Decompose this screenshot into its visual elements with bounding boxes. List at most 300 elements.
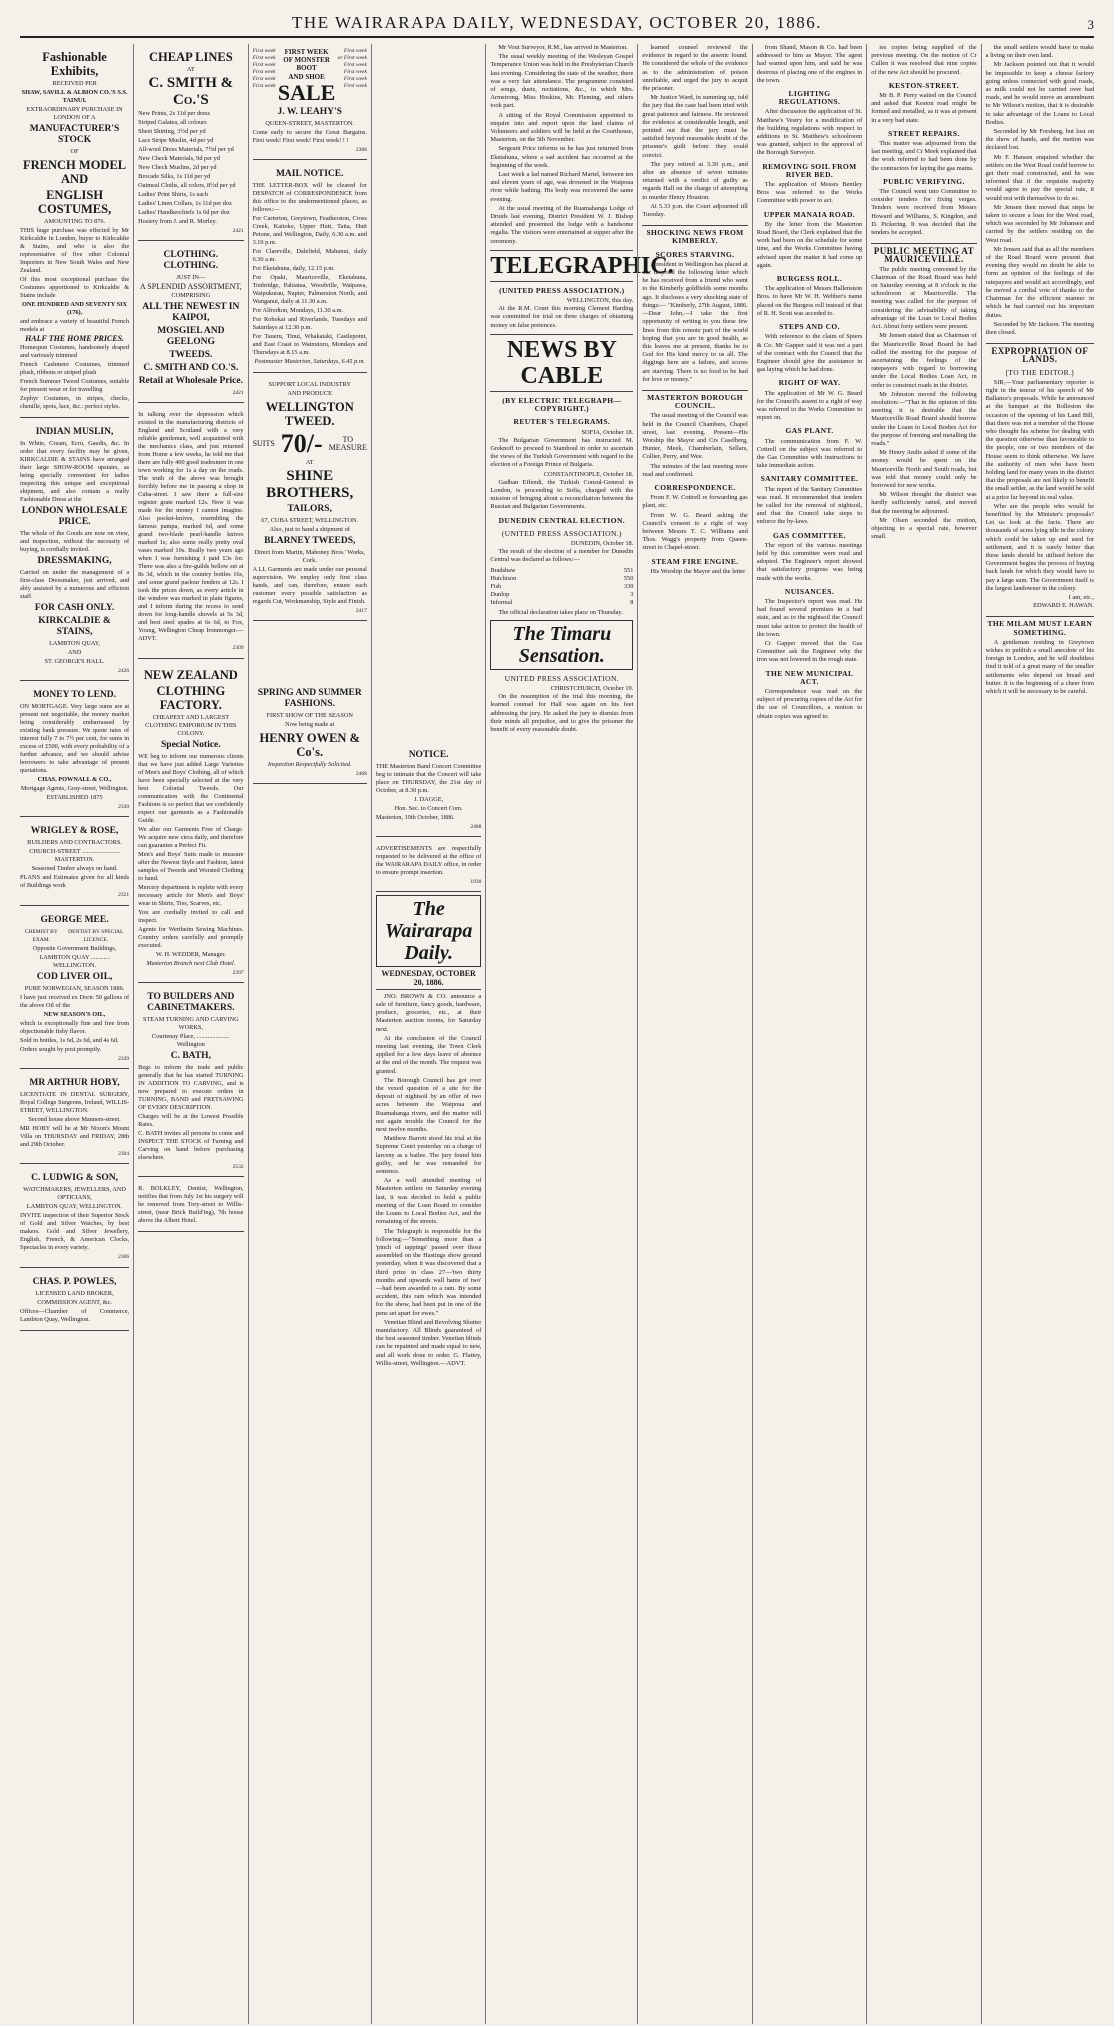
ad-text: Hosiery from J. and R. Morley. <box>138 218 217 225</box>
ad-text: Oatmeal Cloths, all colors, 8½d per yd <box>138 182 236 189</box>
ad-text: ONE HUNDRED AND SEVENTY SIX (176), <box>22 301 128 316</box>
ad-text: SALE <box>277 79 336 105</box>
subhead: PUBLIC VERIFYING. <box>883 176 965 186</box>
ad-text: Begs to inform the trade and public generally that he has started TURNING IN ADDITION TO CARVING, and is now prepared to execute orders in TURNING, BAND and FRETSAWING OF EVERY DESCRIPTION. <box>138 1063 244 1111</box>
paragraph: Mr Jensen stated that as Chairman of the Mauriceville Road Board he had called the meeting for the purpose of ascertaining the feelings of the ratepayers with regard to borrowing under the Local Bodies Loan Act, in order to construct roads in the district. <box>871 332 977 389</box>
votes: 550 <box>623 574 634 582</box>
hoby-ad <box>20 1072 129 1164</box>
ad-text: WE beg to inform our numerous clients that we have just added Large Varieties of Men's and Boys' Clothing, all of which have been specially selected at the very best Colonial Tweeds. Our communication with the Continental Fashions is so perfect that we confidently expect our garments as a Fashionable Guide. <box>138 752 244 824</box>
ad-text: Agents for Wertheim Sewing Machines. Country orders carefully and promptly executed. <box>138 925 244 949</box>
ad-text: Sold in bottles, 1s 6d, 2s 6d, and 4s 6d. <box>20 1037 119 1045</box>
ad-text: In White, Cream, Ecru, Gaudis, &c. In order that every facility may be given, KIRKCALDIE & STAINS have arranged their large SHOW-ROOM upstairs, as being specially convenient for ladies inspecting this unique and exceptional shipment, and also contain a really Fashionable Dress at the <box>20 440 130 503</box>
ad-text: Masterton Branch next Club Hotel. <box>146 959 236 967</box>
money-ad <box>20 684 129 817</box>
ad-title: TO BUILDERS AND CABINETMAKERS. <box>147 991 235 1013</box>
ad-text: First week <box>252 55 276 61</box>
dateline: DUNEDIN, October 18. <box>570 539 634 547</box>
ad-text: COMPRISING <box>171 292 211 300</box>
ad-text: Masterton, 19th October, 1886. <box>375 814 455 821</box>
paragraph: Sergeant Price informs us he has just returned from Eketahuna, where a sad accident has occurred at the beginning of the week. <box>490 145 634 169</box>
paragraph: The usual weekly meeting of the Wesleyan Gospel Temperance Union was held in the Presbyterian Church last evening. Considering the state of the weather, there was a very fair attendance. The programme consisted of songs, duets, recitations, &c., in which Mrs. Armstrong, Miss Hoskins, Mr. Fleming, and others took part. <box>490 53 634 110</box>
paragraph: A sitting of the Royal Commission appointed to enquire into and report upon the land claims of Volunteers and soldiers will be held at the Courthouse, Masterton, on the 5th November. <box>490 111 634 144</box>
ad-text: C. BATH invites all persons to come and INSPECT THE STOCK of Turning and Carving on hand before purchasing elsewhere. <box>138 1129 244 1161</box>
paragraph: A gentleman residing in Greytown wishes to publish a small anecdote of his foreign in London, and he will doubtless find it told of a great many of the smaller settlements who depend on bread and butter. It is the beginning of a cheer from which it will be necessary to be careful. <box>985 638 1095 696</box>
ad-title: SPRING AND SUMMER FASHIONS. <box>257 688 362 710</box>
ad-ref: 2532 <box>232 1163 244 1170</box>
section-sub: [TO THE EDITOR.] <box>1005 367 1075 377</box>
ad-text: Orders sought by post promptly. <box>20 1046 102 1054</box>
dateline: WELLINGTON, this day. <box>566 297 634 305</box>
ad-text: AT <box>305 459 314 467</box>
ad-text: First week <box>343 83 367 89</box>
paragraph: The jury retired at 3.30 p.m., and after an absence of seven minutes returned with a verdict of guilty as regards Hall on the charge of attempting to murder Henry Houston. <box>642 160 748 201</box>
ad-text: New Check Materials, 9d per yd <box>138 155 220 162</box>
ad-text: A SPLENDID ASSORTMENT, <box>139 282 242 292</box>
poll-row <box>490 575 633 583</box>
ad-text: For Opaki, Mauriceville, Eketahuna, Tonbridge, Pahiatua, Woodville, Waipawa, Waipukurau, Napier, Palmerston North, and Wanganui, daily at 11.30 a.m. <box>252 274 367 306</box>
paragraph: The Telegraph is responsible for the following:—"Something more than a 'pinch of tappings' passed over those assembled on the Hastings show ground yesterday, when it was discovered that a third prize in class 27—'two thirty months and upwards wall hams of two' —had been awarded to a ram. By some accident, this ram which was intended for the show, had been put in one of the pens set apart for ewes." <box>375 1227 482 1317</box>
ad-text: First week <box>252 83 276 89</box>
column-9 <box>981 44 1094 2024</box>
paragraph: The communication from F. W. Cottrell on the subject was referred to the Gas Committee with instructions to take immediate action. <box>756 437 863 470</box>
ad-text: Ladies' Linen Collars, 1s 11d per doz <box>138 200 232 207</box>
paragraph: His Worship the Mayor and the letter <box>650 567 746 575</box>
ad-text: WATCHMAKERS, JEWELLERS, AND OPTICIANS, <box>23 1186 126 1202</box>
ad-text: Second house above Manners-street. <box>28 1116 121 1124</box>
ad-text: LICENSED LAND BROKER, <box>35 1289 114 1297</box>
paragraph: Mr F. Hansen enquired whether the settlers on the West Road could borrow to get their road constructed, and he was informed that if the requisite majority would agree to pay the special rate, it would rest with themselves to do so. <box>985 153 1095 202</box>
ad-text: Postmaster Masterton, Saturdays, 6.45 p.m. <box>254 358 365 366</box>
paragraph: Mr Johnston moved the following resolution:—"That in the opinion of this meeting it is desirable that the Mauriceville Road Board should borrow under the Loans to Local Bodies Act for the purpose of forming and metalling the roads." <box>871 390 977 447</box>
ad-title: MONEY TO LEND. <box>33 690 117 701</box>
column-1 <box>20 44 133 2024</box>
ad-banner <box>253 48 367 105</box>
ad-text: LICENTIATE IN DENTAL SURGERY, Royal College Surgeons, Ireland, WILLIS-STREET, WELLINGTON. <box>20 1091 130 1115</box>
paragraph: learned counsel reviewed the evidence in regard to the arsenic found. He considered the whole of the evidence as to the administration of poison unreliable, and urged the jury to acquit the prisoner. <box>642 44 748 93</box>
votes: 339 <box>623 582 634 590</box>
ad-ref: 2417 <box>355 608 367 615</box>
powles-ad <box>20 1271 129 1331</box>
subhead: GAS COMMITTEE. <box>772 530 847 540</box>
ludwig-ad <box>20 1167 129 1267</box>
ad-text: LAMBTON QUAY ............ WELLINGTON. <box>39 954 110 970</box>
paragraph: Mr Jensen said that as all the members of the Road Board were present that evening they would no doubt be able to form an opinion of the feelings of the ratepayers and would act accordingly, and he moved a cordial vote of thanks to the Chairman for the efficient manner in which he had carried out his important duties. <box>985 245 1095 319</box>
signature: EDWARD E. HAWAN. <box>1033 602 1095 610</box>
subhead: NUISANCES. <box>784 586 835 596</box>
paragraph: Mr Wilson thought the district was hardly sufficiently ratted, and moved that the meeting be adjourned. <box>871 491 977 515</box>
ad-text: Brocade Silks, 1s 11d per yd <box>138 173 211 180</box>
ad-text: LAMBTON QUAY, <box>49 640 101 647</box>
ad-text: DENTIST BY SPECIAL LICENCE. <box>68 928 124 943</box>
ad-text: W. H. WEDDER, Manager. <box>155 950 226 958</box>
paragraph: The public meeting convened by the Chairman of the Road Board was held on Saturday evening at 8 o'clock in the schoolroom at Mauriceville. The meeting was called for the purpose of considering the advisability of taking advantage of the Loan to Local Bodies Act. About forty settlers were present. <box>871 265 977 331</box>
ad-ref: 2488 <box>470 824 482 830</box>
paragraph: A resident in Wellington has placed at our disposal the following letter which he has received from a friend who went to the Kimberly goldfields some months ago. It discloses a very shocking state of things:— "Kimberly, 27th August, 1886.—Dear John,—I take the first opportunity of writing to you these few lines from this remote part of the world hoping that you are in good health, as this leaves me at present, thanks be to God for His kind mercy to us all. The diggings here are a failure, and scores are starving. There is no food to be had for love or money." <box>642 260 748 383</box>
muslin-ad <box>20 421 129 681</box>
ad-text: which is exceptionally fine and free from objectionable fishy flavor. <box>20 1020 130 1036</box>
ad-ref: 2306 <box>118 1254 130 1261</box>
ad-text: AND SHOE <box>288 72 325 81</box>
paragraph: Correspondence was read on the subject of procuring copies of the Act for the use of Councillors, a motion to obtain copies was agreed to. <box>756 688 863 720</box>
ad-title: NOTICE. <box>408 750 449 760</box>
subhead: LIGHTING REGULATIONS. <box>778 89 841 107</box>
ad-text: STEAM TURNING AND CARVING WORKS, <box>142 1015 239 1031</box>
column-4 <box>371 44 485 2024</box>
candidate: Informal <box>490 598 513 606</box>
ad-text: All-wool Dress Materials, 7½d per yd <box>138 146 234 153</box>
section-sub: UNITED PRESS ASSOCIATION. <box>504 673 620 683</box>
ad-text: PURE NORWEGIAN, SEASON 1886. <box>24 985 125 993</box>
ad-text: Carried on under the management of a first-class Dressmaker, just arrived, and ably assisted by a numerous and efficient staff. <box>20 569 130 600</box>
ad-text: AND <box>67 649 82 656</box>
ad-title: NEW ZEALAND <box>143 667 238 682</box>
ad-text: Opposite Government Buildings, <box>32 945 117 953</box>
dateline: CHRISTCHURCH, October 19. <box>550 684 634 692</box>
ad-heading: COD LIVER OIL, <box>36 972 113 983</box>
ad-text: and embrace a variety of beautiful French models at <box>20 318 130 333</box>
ad-title: WELLINGTON TWEED. <box>265 400 354 429</box>
ad-heading: KIRKCALDIE & STAINS, <box>38 616 111 637</box>
subhead: SANITARY COMMITTEE. <box>760 474 859 484</box>
ad-text: First week <box>343 62 367 68</box>
ad-text: For Clareville, Dalefield, Mahunui, daily 6.30 a.m. <box>252 248 367 264</box>
paragraph: Mr Jackson pointed out that it would be impossible to keep a cheese factory going unless connected with good roads, as milk could not be carried over bad roads, and he would move an amendment to Mr Wilson's motion, that it is desirable to take advantage of the Loans to Local Bodies. <box>985 61 1095 126</box>
ad-title: CLOTHING. CLOTHING. <box>163 250 219 272</box>
ad-heading: TAILORS, <box>287 504 332 515</box>
ad-text: SUPPORT LOCAL INDUSTRY <box>268 381 351 389</box>
ad-title: MR ARTHUR HOBY, <box>29 1078 120 1089</box>
subhead: UPPER MANAIA ROAD. <box>763 209 856 219</box>
ad-text: or First week <box>337 55 367 61</box>
ad-text: AT <box>186 66 195 73</box>
ad-heading: FOR CASH ONLY. <box>34 603 115 613</box>
ad-text: FIRST SHOW OF THE SEASON <box>266 712 353 720</box>
paragraph: the small settlers would have to make a living on their own land. <box>985 44 1095 60</box>
ad-text: Men's and Boys' Suits made to measure after the Newest Style and Fashion, latest samples of Tweeds and Worsted Clothing to hand. <box>138 850 244 882</box>
ad-text: ADVERTISEMENTS are respectfully requested to be delivered at the office of the WAIRARAPA DAILY office, in order to ensure prompt insertion. <box>375 845 482 877</box>
ad-ref: 2330 <box>118 804 130 811</box>
ad-text: Mortgage Agents, Gray-street, Wellington. <box>20 785 129 793</box>
section-title: EXPROPRIATION OF LANDS. <box>986 343 1094 363</box>
masthead <box>20 8 1094 38</box>
column-3 <box>248 44 371 2024</box>
section-title: MASTERTON BOROUGH COUNCIL. <box>642 390 747 410</box>
ad-text: QUEEN-STREET, MASTERTON. <box>265 119 355 127</box>
ad-text: THE Masterton Band Concert Committee beg to intimate that the Concert will take place on THURSDAY, the 21st day of October, at 8.30 p.m. <box>375 763 482 794</box>
ad-text: TO MEASURE <box>328 434 367 453</box>
ad-ref: 1930 <box>470 879 482 886</box>
ad-firm: C. SMITH & Co.'S <box>148 75 234 108</box>
subhead: STEPS AND CO. <box>779 322 840 332</box>
price: 70/- <box>280 429 323 459</box>
section-title: DUNEDIN CENTRAL ELECTION. <box>498 515 626 525</box>
ad-side-right <box>338 48 367 105</box>
section-sub: (BY ELECTRIC TELEGRAPH—COPYRIGHT.) <box>502 395 622 414</box>
paragraph: from Shand, Mason & Co. had been addressed to him as Mayor. The agent had wanted upon him, and said he was desirous of placing one of the engines in the town. <box>756 44 863 84</box>
paragraph: JNO. BROWN & CO. announce a sale of furniture, fancy goods, hardware, produce, groceries, etc., at their Masterton auction rooms, for Saturday next. <box>375 992 482 1033</box>
paragraph: The Inspector's report was read. He had found several premises in a bad state, and as to the nightsoil the Council must take action to protect the health of the town. <box>756 597 863 638</box>
ad-title: Fashionable Exhibits, <box>42 50 107 78</box>
ad-text: Striped Galatea, all colours <box>138 119 207 126</box>
ad-firm: J. W. LEAHY'S <box>277 106 342 117</box>
ad-ref: 2397 <box>232 969 244 976</box>
ad-text: Come early to secure the Great Bargains. First week! First week! First week! ! ! <box>252 128 367 144</box>
mee-ad <box>20 909 129 1070</box>
ad-text: COMMISSION AGENT, &c. <box>37 1298 112 1306</box>
ad-text: CHEAPEST AND LARGEST CLOTHING EMPORIUM IN THIS COLONY. <box>145 713 237 737</box>
ad-text: Sheet Shirting, 3½d per yd <box>138 128 206 135</box>
candidate: Fish <box>490 582 502 590</box>
ad-text: For Rohokai and Riverlands, Tuesdays and Saturdays at 12.30 p.m. <box>252 316 367 332</box>
paragraph: Seconded by Mr Jackson. The meeting then closed. <box>985 320 1095 336</box>
ad-ref: 2339 <box>118 1056 130 1063</box>
ad-text: Of this most exceptional purchase the Costumes apportioned to Kirkcaldie & Stains include <box>20 276 130 299</box>
ad-text: FIRST WEEK <box>284 48 329 56</box>
paragraph: SIR,—Your parliamentary reporter is right in the tenour of his speech of Mr Ballance's proposals. While he announced at the banquet at the Rolleston the occasion of the opening of his Land Bill, that there was not a member of the House who thought his scheme for dealing with the question otherwise than favourable to the people, one or two members of the House seem to think otherwise. We have the authority of men who have been holding land for many years in the district that the proposals are not likely to benefit the small settler, as the land would be sold at a price far beyond its real value. <box>985 378 1095 501</box>
subhead: THE NEW MUNICIPAL ACT. <box>765 668 854 686</box>
paragraph: From W. G. Beard asking the Council's consent to a right of way between Messrs T. C. Williams and Thos. Wagg's property from Queen-street to Chapel-street. <box>642 511 748 552</box>
band-notice <box>376 744 481 837</box>
ad-text: First week <box>343 76 367 82</box>
paragraph: The official declaration takes place on Thursday. <box>498 608 623 616</box>
wrigley-ad <box>20 820 129 905</box>
tweed-ad <box>253 376 367 621</box>
ad-center <box>276 48 338 105</box>
ad-heading: ENGLISH COSTUMES, <box>37 188 112 216</box>
ad-title: GEORGE MEE. <box>40 914 109 925</box>
ad-text: New Prints, 2s 11d per dress <box>138 110 210 117</box>
ad-heading: LONDON WHOLESALE PRICE. <box>21 506 128 527</box>
ad-text: For Taueru, Tinui, Whakataki, Castlepoint, and East Coast to Wainuioru, Mondays and Thursdays at 8.15 a.m. <box>252 333 367 357</box>
ad-text: Direct from Martin, Mahoney Bros.' Works, Cork. <box>254 549 366 565</box>
paragraph: Mr B. P. Perry waited on the Council and asked that Keston road might be formed and metalled, as it was at present in a very bad state. <box>871 92 977 124</box>
paragraph: At the R.M. Court this morning Clement Harding was committed for trial on three charges of obtaining money on false pretences. <box>490 305 634 329</box>
paragraph: The report of the Sanitary Committee was read. It recommended that tenders be called for the removal of nightsoil, and that the Council take steps to enforce the by-laws. <box>756 485 863 526</box>
ironmonger-story <box>138 406 243 658</box>
subhead: GAS PLANT. <box>785 426 834 436</box>
ad-text: First week <box>343 69 367 75</box>
ad-sub <box>20 928 129 944</box>
paragraph: Seconded by Mr Forsberg, but lost on the show of hands, and the motion was declared lost. <box>985 128 1095 152</box>
section-title: TELEGRAPHIC. <box>490 250 633 282</box>
ad-heading: BLARNEY TWEEDS, <box>264 536 356 547</box>
ad-text: First week <box>252 76 276 82</box>
ad-text: Inspection Respectfully Solicited. <box>267 761 352 769</box>
paragraph: Matthew Barrett stood his trial at the Supreme Court yesterday on a charge of larceny as a bailee. The jury found him guilty, and he was remanded for sentence. <box>375 1135 482 1176</box>
ad-text: Hon. Sec. to Concert Com. <box>394 805 463 812</box>
ad-text: MR HOBY will be at Mr Nixon's Mount Villa on THURSDAY and FRIDAY, 28th and 29th October. <box>20 1125 130 1149</box>
ad-ref: 2426 <box>118 668 130 674</box>
fashion-ad <box>20 44 129 418</box>
ad-title: CHEAP LINES <box>148 50 233 64</box>
paragraph: At the usual meeting of the Ruamahanga Lodge of Druids last evening, District President W. J. Bishop attended and presented the lodge with a handsome regalia. The visitors were entertained at supper after the ceremony. <box>490 204 634 245</box>
ad-text: First week <box>252 62 276 68</box>
column-2 <box>133 44 247 2024</box>
ad-ref: 2468 <box>355 771 367 778</box>
page-title: THE WAIRARAPA DAILY, WEDNESDAY, OCTOBER 20, 1886. <box>292 13 822 32</box>
ad-text: You are cordially invited to call and inspect. <box>138 908 244 924</box>
ad-text: Zephyr Costumes, in stripes, checks, chenille, spots, lace, &c.: perfect styles. <box>20 395 130 410</box>
candidate: Hutchison <box>490 574 517 582</box>
poll-row <box>490 567 633 575</box>
ad-text: CHAS. POWNALL & CO., <box>37 776 112 784</box>
ad-text: Now being made at <box>285 721 335 729</box>
ad-text: For Carterton, Greytown, Featherston, Cross Creek, Kaitoke, Upper Hutt, Taita, Hutt Petone, and Wellington, Daily, 6.30 a.m. and 3.10 p.m. <box>252 215 367 247</box>
ad-heading: Retail at Wholesale Price. <box>138 376 243 387</box>
section-title: NEWS BY CABLE <box>490 334 633 392</box>
candidate: Bradshaw <box>490 566 516 574</box>
paragraph: Who are the people who would be benefitted by the Minister's proposals? Let us look at the facts. There are thousands of acres lying idle in the colony which could be taken up and used for settlement, and it is surely better that these lands should be utilised before the Government begins the process of buying back lands for which they would have to pay a large sum. The Government itself is the largest landowner in the colony. <box>985 502 1095 592</box>
paragraph: The Council went into Committee to consider tenders for fixing verges. Tenders were received from Messrs Howard and Williams, S. Kingdon, and D. Pickering. It was decided that the tenders be accepted. <box>871 188 977 237</box>
ad-text: French Cashmere Costumes, trimmed plush, ribbons or striped plush <box>20 361 130 376</box>
paragraph: The report of the various meetings held by this committee were read and adopted. The Engineer's report showed that satisfactory progress was being made with the works. <box>756 541 863 582</box>
section-title: PUBLIC MEETING AT MAURICEVILLE. <box>871 243 976 263</box>
paragraph: The Bulgarian Government has instructed M. Greknoff to proceed to Stamboul in order to ascertain the views of the Turkish Government with regard to the election of a Foreign Prince of Bulgaria. <box>490 436 634 469</box>
paragraph: The minutes of the last meeting were read and confirmed. <box>642 462 748 478</box>
paragraph: The Borough Council has got over the vexed question of a site for the deposit of nightsoil by an offer of two acres between the Waipoua and Ruamahanga rivers, and the matter will not again trouble the Council for the next twelve months. <box>375 1076 482 1134</box>
ad-text: CHEMIST BY EXAM. <box>24 928 58 943</box>
ad-text: OF <box>70 148 79 155</box>
price-row <box>253 430 367 458</box>
ad-ref: 2421 <box>232 390 244 397</box>
paragraph: At 5.33 p.m. the Court adjourned till Tuesday. <box>642 202 748 219</box>
ad-text: Also, just to hand a shipment of <box>269 526 350 534</box>
ad-heading: MANUFACTURER'S STOCK <box>29 124 120 145</box>
columns <box>20 44 1094 2024</box>
ad-text: JUST IN— <box>176 274 206 282</box>
poll-table <box>490 567 633 607</box>
paragraph: By the letter from the Masterton Road Board, the Clerk explained that the work had been on the schedule for some time, and the Works Committee having advised upon the matter it had come up again. <box>756 220 863 269</box>
ad-title: CHAS. P. POWLES, <box>32 1276 117 1287</box>
paragraph: Mr Olsen seconded the motion, objecting to a special rate, however small. <box>871 516 977 541</box>
ad-firm: C. BATH, <box>170 1050 211 1061</box>
votes: 3 <box>630 590 634 598</box>
paragraph: On the resumption of the trial this morning, the learned counsel for Hall was again on his feet addressing the jury. He asked the jury to dismiss from their minds all prejudice, and to give the prisoner the benefit of every reasonable doubt. <box>490 693 634 733</box>
section-title: The Timaru Sensation. <box>490 620 633 670</box>
ad-heading: MOSGIEL AND GEELONG <box>157 326 225 348</box>
ad-title: CLOTHING FACTORY. <box>156 683 226 712</box>
ad-text: We alter our Garments Free of Charge. We acquire new circa daily, and therefore can guarantee a Perfect Fit. <box>138 825 244 849</box>
paragraph: With reference to the claim of Spiers & Co. Mr Gapper said it was not a part of the contract with the Council that the Engineer should give the assistance in gas laying which he had done. <box>756 333 863 374</box>
ad-text: The whole of the Goods are now on view, and inspection, without the necessity of buying, is cordially invited. <box>20 530 130 553</box>
votes: 551 <box>623 566 634 574</box>
paragraph: At the conclusion of the Council meeting last evening, the Town Clerk applied for a few days leave of absence at the end of the month. The request was granted. <box>375 1034 482 1075</box>
ad-text: French Summer Tweed Costumes, suitable for present wear or for travelling <box>20 378 130 393</box>
ad-text: Homespun Costumes, handsomely draped and variously trimmed <box>20 344 130 359</box>
signoff: I am, etc., <box>1068 594 1095 601</box>
ad-text: I have just received ex Doric 50 gallons of the above Oil of the <box>20 994 130 1010</box>
column-5 <box>485 44 674 2024</box>
subhead: STREET REPAIRS. <box>888 128 960 138</box>
ad-title: C. LUDWIG & SON, <box>31 1173 118 1184</box>
ad-ref: 2304 <box>118 1151 130 1158</box>
ad-text: LAMBTON QUAY, WELLINGTON. <box>26 1203 123 1211</box>
section-sub: (UNITED PRESS ASSOCIATION.) <box>501 528 622 538</box>
ad-text: THE LETTER-BOX will be cleared for DESPATCH of CORRESPONDENCE from this office to the undermentioned places, as follows:— <box>252 182 367 214</box>
clothing-factory-ad <box>138 662 243 983</box>
ad-text: Ladies' Handkerchiefs 1s 6d per doz <box>138 209 230 216</box>
ad-text: First week <box>343 48 367 54</box>
ad-title: WRIGLEY & ROSE, <box>30 826 119 837</box>
subhead: REMOVING SOIL FROM RIVER BED. <box>762 161 857 179</box>
candidate: Dunlop <box>490 590 510 598</box>
clothing-ad <box>138 244 243 403</box>
ad-firm: HENRY OWEN & Co's. <box>259 731 360 760</box>
ad-text: A LL Garments are made under our personal supervision. We employ only first class hands, and can, therefore, ensure each customer every possible satisfaction as regards Cut, Workmanship, Style and Finish. <box>252 566 367 606</box>
ad-ref: 2321 <box>118 892 130 899</box>
cheap-lines-ad <box>138 44 243 241</box>
dentist-ad <box>138 1180 243 1232</box>
ad-text: In talking over the depression which existed in the manufacturing districts of England and Scotland with a very reliable gentleman, well acquainted with the mechanics class, and just returned from Home a few weeks, he told me that there are fully 400 good tradesmen in one town working for 1s a day on the roads. The truth of the above was brought forcibly before me in passing a shop in Cuba-street. I saw there a full-size register grate marked 12s. Now it was made for the money I cannot imagine. Also pocket-knives, resembling the famous pampa, marked 6d, and some grand two-blade pearl-handle knives marked 1s; also some really pretty oval vases marked 10s. Really two years ago when I was furnishing I paid £3s for. There was also a fire-guilds bellow set at 8s 3d, which in the country bottles 16s, and some grand parlour fenders at 12s. I took the prices down, as every article in the window was marked in plain figures, and I inform during the recess to send down for long-handle shovels at 5s 3d, and best steel spades at 6s 6d, to Fox, Young, Wellington Cheap Ironmonger.—ADVT. <box>138 411 244 643</box>
ad-text: Lace Stripe Muslin, 4d per yd <box>138 137 214 144</box>
ad-text: Courtenay Place, ..................... Wellington <box>152 1032 230 1048</box>
ad-text: EXTRAORDINARY PURCHASE IN LONDON OF A <box>26 106 123 121</box>
ad-text: INVITE inspection of their Superior Stock of Gold and Silver Watches, by best makers. Gold and Silver Jewellery, English, French, & American Clocks, Spectacles in every variety. <box>20 1212 130 1252</box>
ad-heading: DRESSMAKING, <box>37 556 112 566</box>
ad-text: OF MONSTER BOOT <box>283 56 330 73</box>
subhead: KESTON-STREET. <box>888 80 959 90</box>
paragraph: This matter was adjourned from the last meeting, and Cr Meek explained that the work referred to had been done by the contractors for laying the gas mains. <box>871 140 977 172</box>
ad-text: THIS huge purchase was effected by Mr Kirkcaldie in London, buyer to Kirkcaldie & Stains, and who is also the representative of five other Colonial Importers in New South Wales and New Zealand. <box>20 227 130 274</box>
paragraph: Last week a lad named Richard Martel, between ten and eleven years of age, was drowned in the Waipoua river while bathing. His body was recovered the same evening. <box>490 171 634 203</box>
paper-title: The Wairarapa Daily. <box>376 895 481 967</box>
paper-date: WEDNESDAY, OCTOBER 20, 1886. <box>376 970 481 989</box>
ad-text: R. BOLKLEY, Dentist, Wellington, notifies that from July 1st his surgery will be removed from Tory-street to Willis-street, (near Brick Build'ing), 7th house above the Albert Hotel. <box>138 1185 244 1225</box>
ad-title: INDIAN MUSLIN, <box>35 427 114 437</box>
ad-text: RECEIVED PER <box>52 80 97 87</box>
page-number: 3 <box>1087 17 1094 32</box>
ad-text: First week <box>252 69 276 75</box>
ad-text: New Check Muslins, 2d per yd <box>138 164 217 171</box>
dateline: CONSTANTINOPLE, October 18. <box>543 470 634 478</box>
paragraph: The usual meeting of the Council was held in the Council Chambers, Chapel street, last evening. Present—His Worship the Mayor and Crs Caselberg, Hunter, Meek, Chamberlain, Sellars, Collier, Perry, and Wee. <box>642 412 748 461</box>
poll-row <box>490 591 633 599</box>
section-sub: (UNITED PRESS ASSOCIATION.) <box>499 285 625 295</box>
ad-text: SUITS <box>252 438 275 448</box>
ad-text: Seasoned Timber always on hand. <box>31 865 118 873</box>
ad-heading: FRENCH MODEL AND <box>23 158 127 186</box>
ad-text: NEW SEASON'S OIL, <box>43 1011 106 1019</box>
poll-row <box>490 599 633 607</box>
ad-title: MAIL NOTICE. <box>275 169 344 180</box>
column-7 <box>752 44 866 2024</box>
subhead: BURGESS ROLL. <box>776 274 843 284</box>
ad-text: SHAW, SAVILL & ALBION CO.'S S.S. TAINUI. <box>21 89 128 104</box>
section-sub: SCORES STARVING. <box>655 249 735 259</box>
ad-side-left <box>253 48 276 105</box>
votes: 8 <box>630 598 634 606</box>
ad-text: For Alfredton, Mondays, 11.30 a.m. <box>252 307 344 315</box>
ad-text: 67, CUBA STREET, WELLINGTON. <box>261 517 359 525</box>
ad-text: AND PRODUCE <box>287 390 333 398</box>
subhead: RIGHT OF WAY. <box>778 378 841 388</box>
ad-text: ESTABLISHED 1875 <box>46 794 103 802</box>
paragraph: Cr Gapper moved that the Gas Committee ask the Engineer why the iron was not lowered in the rough state. <box>756 640 863 664</box>
ad-heading: TWEEDS. <box>169 350 213 361</box>
ad-text: ON MORTGAGE. Very large sums are at present not negotiable, the money market being considerably embarrassed by existing bank pressure. We quote rates of interest fully 7 to 7½ per cent, for sums in excess of £500, with every probability of a further advance, and we should advise borrowers to take advantage of present quotations. <box>20 703 130 775</box>
dateline: SOFIA, October 18. <box>581 428 634 436</box>
paragraph: Mr Justice Ward, in summing up, told the jury that the case had been tried with great patience and fairness. He reviewed the evidence at considerable length, and pointed out that the jury must be satisfied beyond reasonable doubt of the prisoner's guilt before they could convict. <box>642 94 748 159</box>
paragraph: Mr Vout Surveyor, R.M., has arrived in Masterton. <box>498 44 628 51</box>
section-title: THE MILAM MUST LEARN SOMETHING. <box>986 616 1094 636</box>
ad-ref: 2421 <box>232 228 244 234</box>
mail-notice <box>253 163 367 373</box>
ad-heading: ALL THE NEWEST IN KAIPOI, <box>142 302 240 324</box>
poll-row <box>490 583 633 591</box>
ad-text: HALF THE HOME PRICES. <box>25 334 125 343</box>
ad-firm: C. SMITH AND CO.'S. <box>143 363 239 374</box>
paragraph: ies copies being supplied of the previous meeting. On the motion of Cr Cullen it was resolved that nine copies of the new Act should be procured. <box>871 44 977 76</box>
